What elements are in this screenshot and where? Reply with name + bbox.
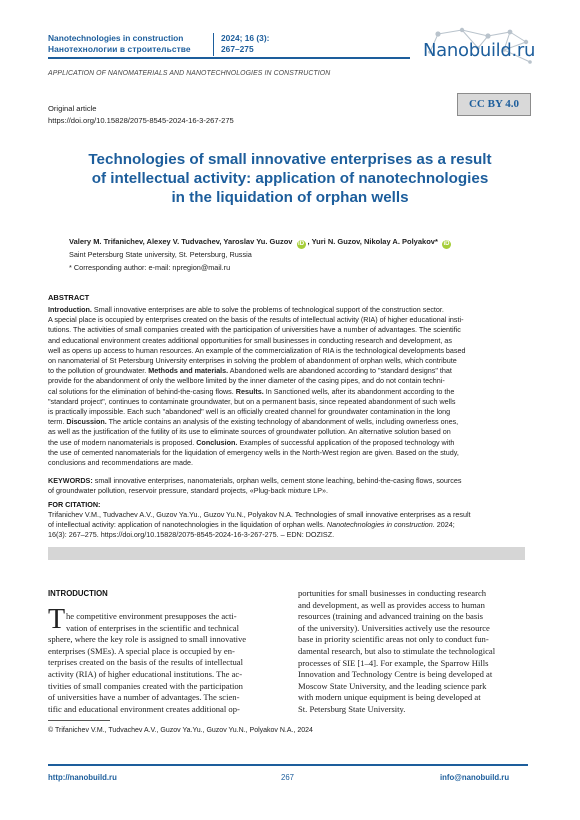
body-line: he competitive environment presupposes the acti- xyxy=(66,611,237,621)
footer-email-link[interactable]: info@nanobuild.ru xyxy=(440,773,510,782)
title-line: Technologies of small innovative enterprises as a result xyxy=(88,151,492,168)
doi-link[interactable]: https://doi.org/10.15828/2075-8545-2024-16-3-267-275 xyxy=(48,116,234,125)
logo-text: Nanobuild.ru xyxy=(423,40,536,61)
orcid-icon[interactable]: iD xyxy=(298,241,305,247)
body-line: of the university). Universities actively use the resource xyxy=(298,622,490,633)
body-line: of universities have a number of advantages. The scien- xyxy=(48,692,240,703)
body-line: St. Petersburg State University. xyxy=(298,703,406,714)
page-number: 267 xyxy=(281,773,295,782)
abstract-line: the use of modern nanomaterials is proposed. Conclusion. Examples of successful application of the proposed technology with xyxy=(48,437,455,447)
citation-text: 2024; xyxy=(434,520,455,530)
abstract-heading: ABSTRACT xyxy=(48,293,90,302)
license-badge: CC BY 4.0 xyxy=(457,93,531,116)
copyright-footnote: © Trifanichev V.M., Tudvachev A.V., Guzov Ya.Yu., Guzov Yu.N., Polyakov N.A., 2024 xyxy=(48,727,313,734)
body-column-left xyxy=(48,611,278,715)
abstract-line: to the pollution of groundwater. Methods and materials. Abandoned wells are abandoned according to "standard designs" that xyxy=(48,366,452,376)
citation-text: of intellectual activity: application of nanotechnologies in the liquidation of orphan wells. xyxy=(48,520,327,530)
body-line: damental research, but also to stimulate the technological xyxy=(298,645,496,656)
body-line: enterprises (SMEs). A special place is occupied by en- xyxy=(48,645,235,656)
body-line: tific and educational environment creates additional op- xyxy=(48,703,240,714)
affiliation: Saint Petersburg State university, St. Petersburg, Russia xyxy=(69,250,252,259)
abstract-line: on nanomaterial of St Petersburg University enterprises in solving the problem of abandonment of orphan wells, which contribute xyxy=(48,356,457,366)
journal-name-ru: Нанотехнологии в строительстве xyxy=(48,44,191,54)
abstract-line: provide for the abandonment of only the wellbore limited by the inner diameter of the casing pipes, and do not contain techni- xyxy=(48,376,445,386)
body-column-right xyxy=(298,588,530,716)
citation-heading: FOR CITATION: xyxy=(48,500,101,509)
body-line: sphere, where the key role is assigned to small innovative xyxy=(48,634,247,645)
abstract-line: well as opens up access to human resources. An example of the commercialization of RIA is the technological developments based xyxy=(48,345,466,355)
body-line: and development, as well as provides access to human xyxy=(298,599,485,610)
authors-part: , Yuri N. Guzov, Nikolay A. Polyakov* xyxy=(307,237,438,246)
body-line: resources (training and advanced training on the basis xyxy=(298,611,483,622)
body-line: Moscow State University, and the leading science park xyxy=(298,680,487,691)
body-line: portunities for small businesses in conducting research xyxy=(298,588,487,598)
abstract-line: the use of cemented nanomaterials for the liquidation of emergency wells in the North-West region are given. Based on the study, xyxy=(48,447,459,457)
keywords xyxy=(48,476,528,496)
abstract-line: as well as the justification of the futility of its use to eliminate sources of groundwater pollution. An alternative solution based on xyxy=(48,427,451,437)
header-divider xyxy=(213,33,214,56)
orcid-icon[interactable]: iD xyxy=(443,241,450,247)
separator-bar xyxy=(48,547,525,560)
article-title xyxy=(60,150,520,207)
citation-journal: Nanotechnologies in construction. xyxy=(326,520,435,530)
footer-rule xyxy=(48,764,528,766)
abstract-line: "standard project", continues to contaminate groundwater, but on a permanent basis, since repeated abandonment of such wells xyxy=(48,396,456,406)
abstract-line: is practically impossible. Each such "abandoned" well is an officially created channel for groundwater contamination in the long xyxy=(48,407,451,417)
body-line: base in priority scientific areas not only to conduct fun- xyxy=(298,634,489,645)
footer-website-link[interactable]: http://nanobuild.ru xyxy=(48,773,117,782)
keywords-label: KEYWORDS: xyxy=(48,476,93,485)
authors xyxy=(69,237,453,249)
section-label: APPLICATION OF NANOMATERIALS AND NANOTECHNOLOGIES IN CONSTRUCTION xyxy=(48,70,331,77)
body-line: terprises created on the basis of the results of intellectual xyxy=(48,657,243,668)
keywords-text: small innovative enterprises, nanomaterials, orphan wells, cement stone leaching, behind-the-casing flows, sources xyxy=(92,476,462,485)
abstract-line: and educational environment creates additional opportunities for small businesses in conducting research and development, as xyxy=(48,335,452,345)
body-line: processes of SIE [1–4]. For example, the Sparrow Hills xyxy=(298,657,489,668)
abstract-body xyxy=(48,305,528,468)
abstract-line: A special place is occupied by enterprises created on the basis of the results of intellectual activity (RIA) of higher educational insti- xyxy=(48,315,464,325)
footnote-rule xyxy=(48,720,110,721)
abstract-line: term. Discussion. The article contains an analysis of the existing technology of abandonment of wells, including ownerless ones, xyxy=(48,417,459,427)
abstract-line: tutions. The activities of small companies created with the participation of universities have a number of advantages. The scientific xyxy=(48,325,461,335)
title-line: in the liquidation of orphan wells xyxy=(171,189,409,206)
abstract-line: conclusions and recommendations are made. xyxy=(48,458,194,468)
drop-cap: T xyxy=(48,604,66,635)
body-line: vation of enterprises in the scientific and technical xyxy=(66,622,240,633)
citation-line: Trifanichev V.M., Tudvachev A.V., Guzov Ya.Yu., Guzov Yu.N., Polyakov N.A. Technologies of small innovative enterprises as a result xyxy=(48,510,471,519)
introduction-heading: INTRODUCTION xyxy=(48,589,108,598)
body-line: activity (RIA) of higher educational institutions. The ac- xyxy=(48,668,243,679)
issue-pages: 267–275 xyxy=(221,44,254,54)
abstract-line: Introduction. Small innovative enterprises are able to solve the problems of technological support of the construction sector. xyxy=(48,305,444,314)
authors-part: Valery M. Trifanichev, Alexey V. Tudvachev, Yaroslav Yu. Guzov xyxy=(69,237,293,246)
article-type: Original article xyxy=(48,104,97,113)
abstract-line: cal solutions for the elimination of behind-the-casing flows. Results. In Sanctioned wells, after its abandonment according to the xyxy=(48,386,455,396)
body-line: Innovation and Technology Centre is being developed at xyxy=(298,669,493,680)
corresponding-author: * Corresponding author: e-mail: npregion@mail.ru xyxy=(69,263,231,272)
header-rule xyxy=(48,57,410,59)
title-line: of intellectual activity: application of nanotechnologies xyxy=(91,170,489,187)
citation xyxy=(48,510,528,541)
journal-name-en: Nanotechnologies in construction xyxy=(48,33,184,43)
keywords-text: of groundwater pollution, reservoir pressure, standard projects, «Plug-back mixture LP». xyxy=(48,486,329,496)
body-line: tivities of small companies created with the participation xyxy=(48,680,243,691)
body-line: with modern unique equipment is being developed at xyxy=(298,692,481,703)
citation-line: 16(3): 267–275. https://doi.org/10.15828/2075-8545-2024-16-3-267-275. – EDN: DOZISZ. xyxy=(48,530,335,540)
issue-info: 2024; 16 (3): xyxy=(221,33,270,43)
